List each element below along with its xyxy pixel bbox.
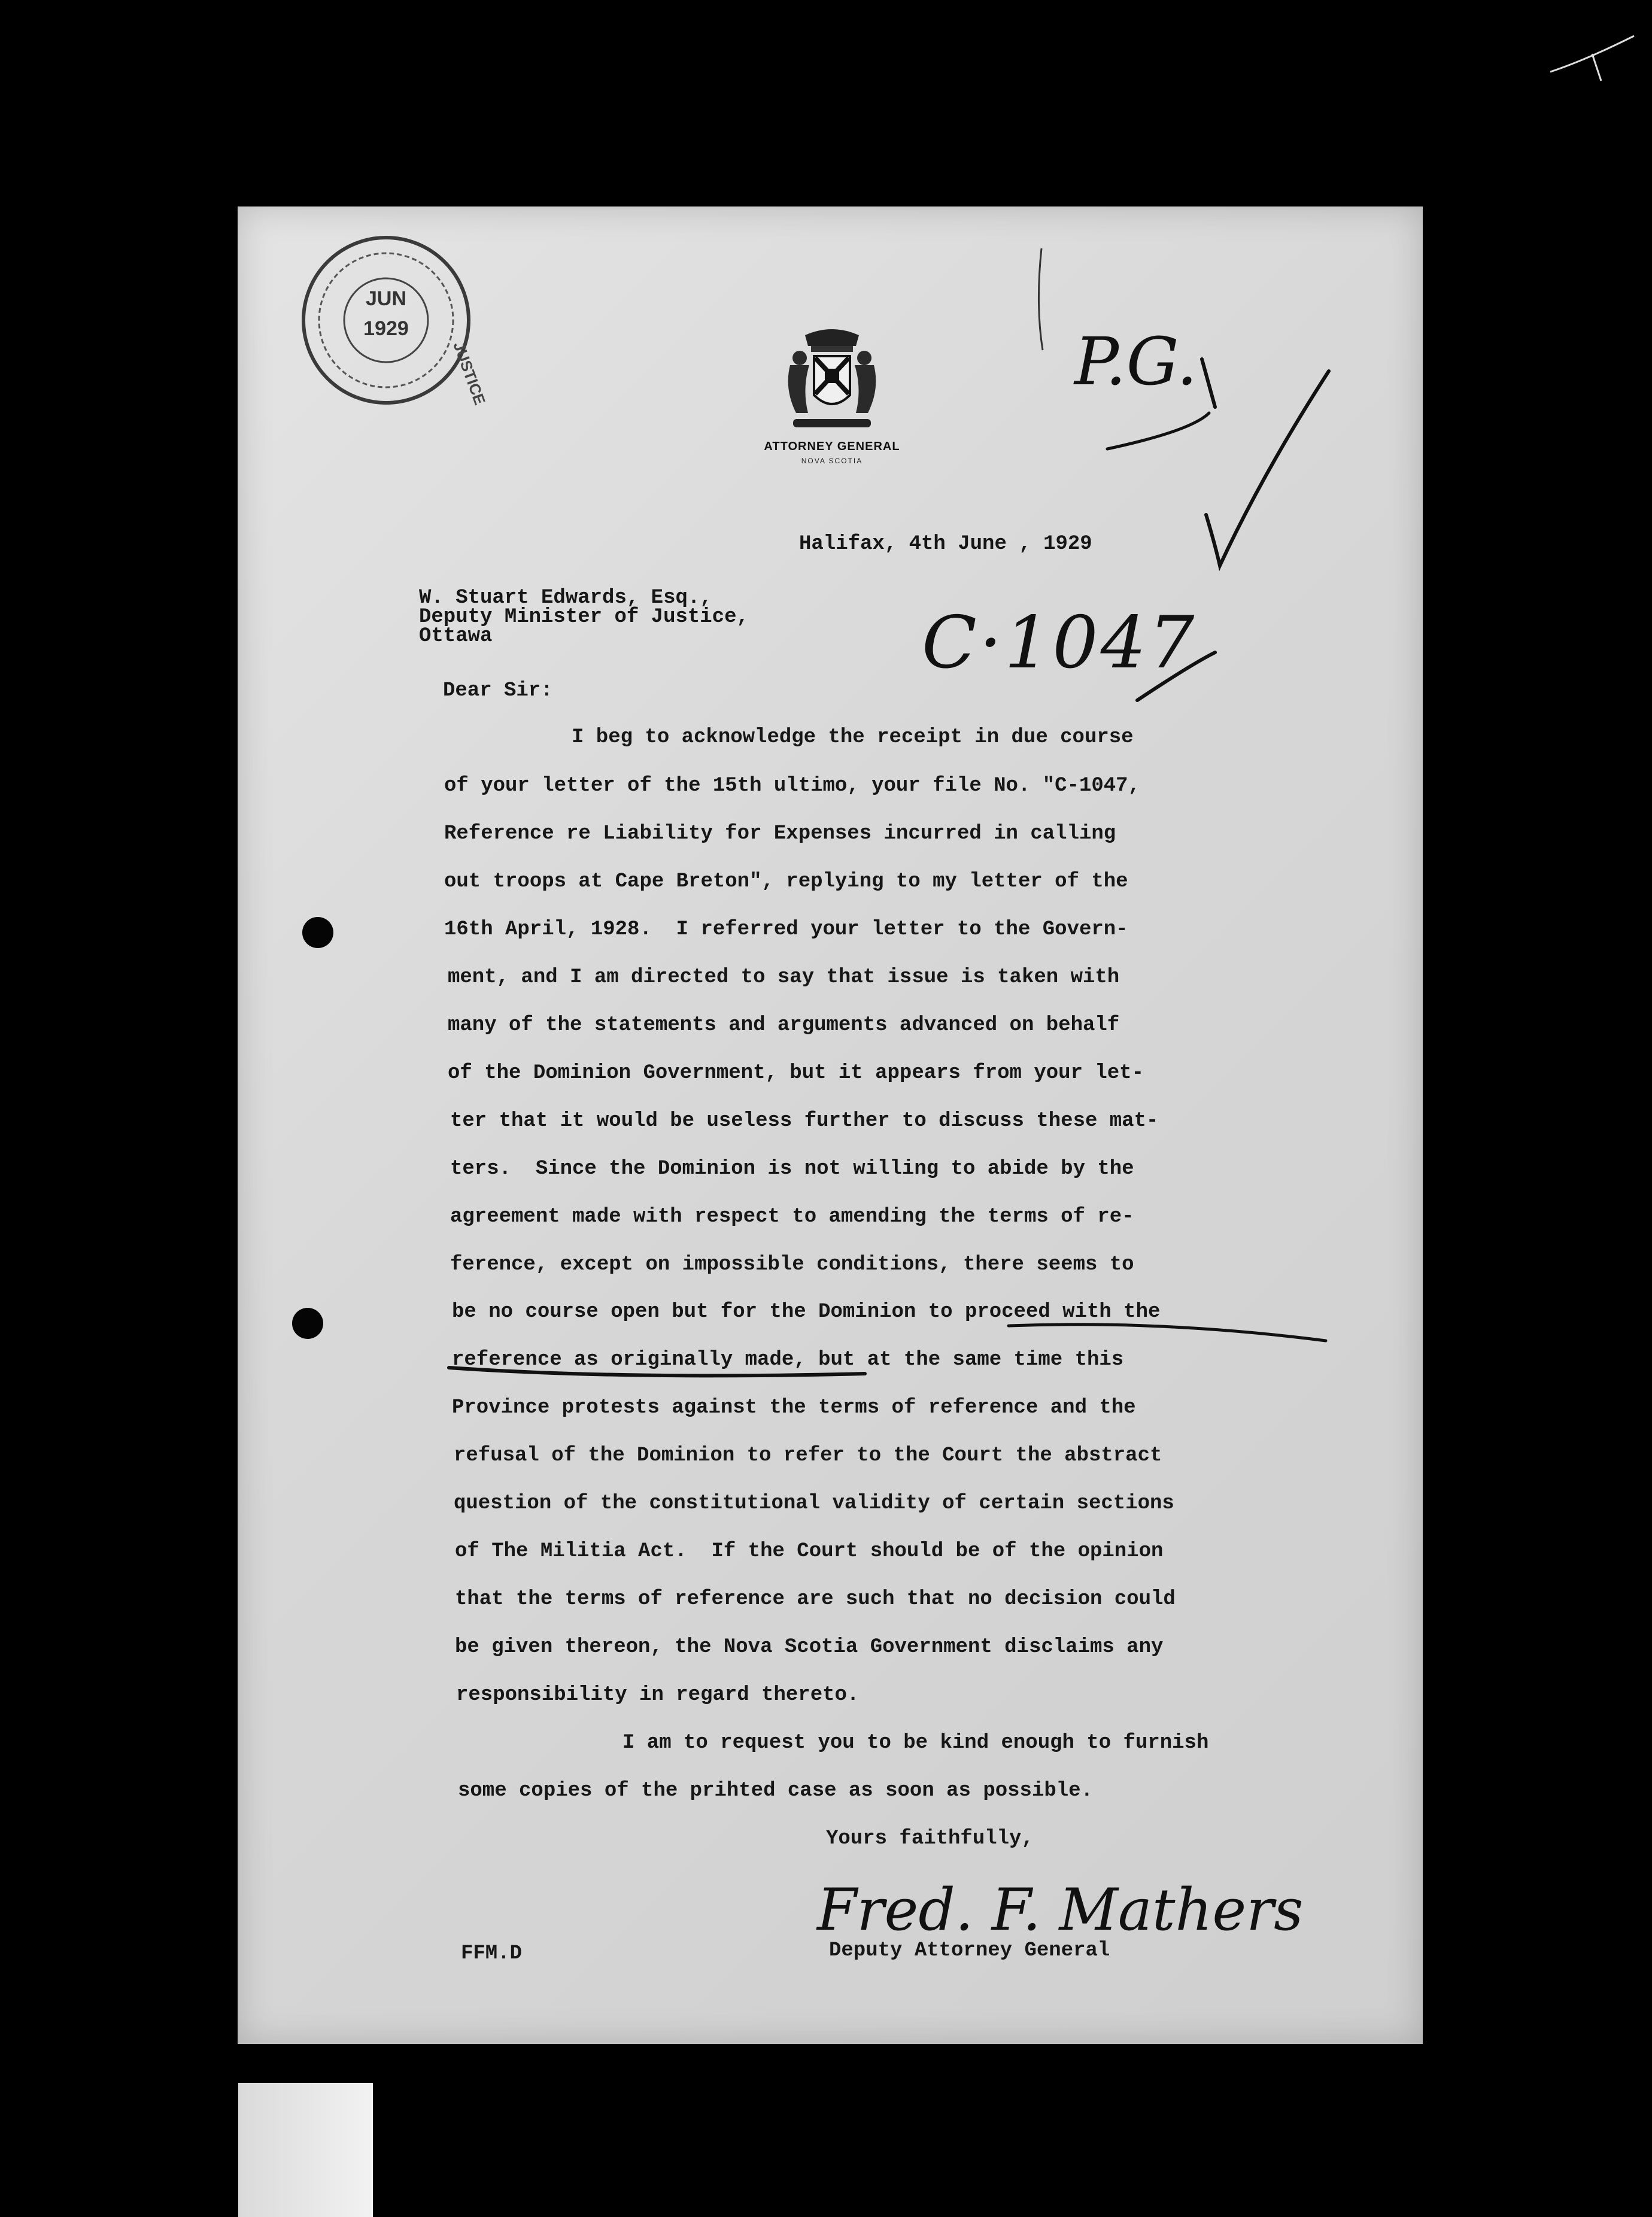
paper-slip bbox=[238, 2083, 373, 2217]
body-line: Province protests against the terms of reference and the bbox=[452, 1396, 1136, 1419]
punch-hole bbox=[292, 1308, 323, 1339]
addressee-line: Ottawa bbox=[419, 625, 493, 648]
film-scratch bbox=[1544, 24, 1640, 90]
body-line: many of the statements and arguments advanced on behalf bbox=[448, 1014, 1120, 1037]
body-line: Reference re Liability for Expenses incurred in calling bbox=[444, 822, 1116, 845]
body-line: agreement made with respect to amending the terms of re- bbox=[450, 1205, 1134, 1228]
addressee-line: W. Stuart Edwards, Esq., bbox=[419, 587, 712, 609]
body-line: ference, except on impossible conditions, there seems to bbox=[450, 1253, 1134, 1276]
signature: Fred. F. Mathers bbox=[817, 1876, 1304, 1943]
body-line: refusal of the Dominion to refer to the Court the abstract bbox=[454, 1444, 1162, 1467]
handwritten-underline bbox=[443, 1305, 1329, 1389]
stamp-ring-text: JUSTICE bbox=[450, 339, 490, 408]
letterhead-title: ATTORNEY GENERAL bbox=[764, 440, 900, 453]
body-line: be given thereon, the Nova Scotia Government disclaims any bbox=[455, 1636, 1164, 1659]
handwritten-file-number: C·1047 bbox=[922, 602, 1197, 685]
body-line: I beg to acknowledge the receipt in due course bbox=[572, 726, 1134, 749]
body-line: reference as originally made, but at the same time this bbox=[452, 1349, 1124, 1371]
body-line: question of the constitutional validity of certain sections bbox=[454, 1492, 1174, 1515]
punch-hole bbox=[302, 917, 333, 948]
body-line: of your letter of the 15th ultimo, your file No. "C-1047, bbox=[444, 775, 1140, 797]
dateline: Halifax, 4th June , 1929 bbox=[799, 533, 1092, 555]
handwritten-initials: P.G. bbox=[1074, 323, 1198, 400]
body-line: of the Dominion Government, but it appears from your let- bbox=[448, 1062, 1144, 1085]
stamp-year: 1929 bbox=[363, 317, 409, 340]
addressee-line: Deputy Minister of Justice, bbox=[419, 606, 749, 628]
body-line: be no course open but for the Dominion to proceed with the bbox=[452, 1301, 1161, 1323]
body-line: ters. Since the Dominion is not willing to abide by the bbox=[450, 1158, 1134, 1180]
body-line: that the terms of reference are such that no decision could bbox=[455, 1588, 1176, 1611]
body-line: ment, and I am directed to say that issue is taken with bbox=[448, 966, 1120, 989]
body-line: 16th April, 1928. I referred your letter to the Govern- bbox=[444, 918, 1128, 941]
letterhead-subtitle: NOVA SCOTIA bbox=[801, 457, 863, 465]
signer-title: Deputy Attorney General bbox=[829, 1939, 1110, 1962]
closing: Yours faithfully, bbox=[826, 1827, 1034, 1850]
salutation: Dear Sir: bbox=[443, 679, 553, 702]
body-line: of The Militia Act. If the Court should be of the opinion bbox=[455, 1540, 1164, 1563]
body-line: out troops at Cape Breton", replying to my letter of the bbox=[444, 870, 1128, 893]
body-line: some copies of the prihted case as soon as possible. bbox=[458, 1779, 1093, 1802]
stamp-month: JUN bbox=[365, 287, 407, 310]
body-line: responsibility in regard thereto. bbox=[456, 1684, 860, 1706]
body-line: I am to request you to be kind enough to furnish bbox=[622, 1732, 1209, 1754]
reference-initials: FFM.D bbox=[461, 1942, 523, 1965]
body-line: ter that it would be useless further to discuss these mat- bbox=[450, 1110, 1159, 1132]
